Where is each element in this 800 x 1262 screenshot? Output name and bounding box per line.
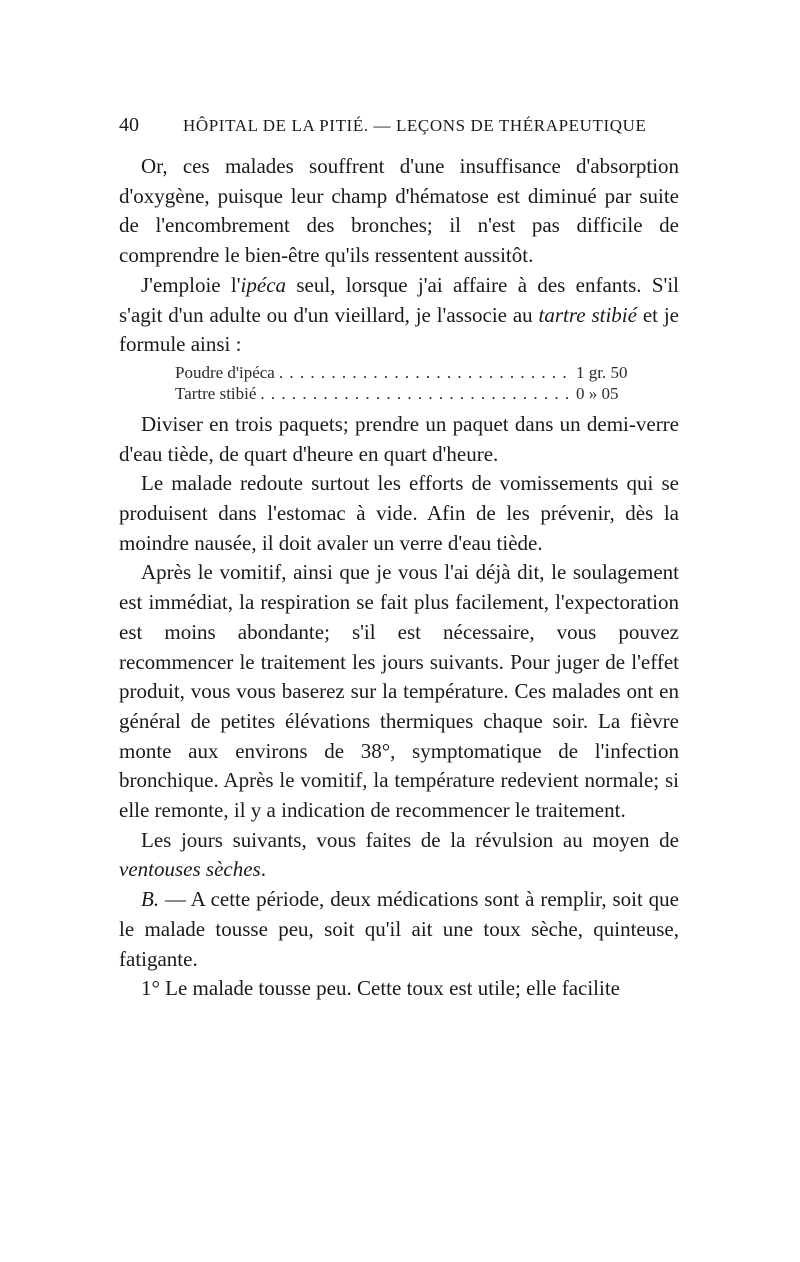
paragraph: Or, ces malades souffrent d'une insuffisance d'absorption d'oxygène, puisque leur champ d'hématose est diminué par suite de l'encombrement des bronches; il n'est pas difficile de comprendre le bien-être qu'ils ressentent aussitôt.: [119, 154, 679, 268]
paragraph: Après le vomitif, ainsi que je vous l'ai déjà dit, le soulagement est immédiat, la respiration se fait plus facilement, l'expectoration est moins abondante; s'il est nécessaire, vous pouvez recommencer le traitement les jours suivants. Pour juger de l'effet produit, vous vous baserez sur la température. Ces malades ont en général de petites élévations thermiques chaque soir. La fièvre monte aux environs de 38°, symptomatique de l'infection bronchique. Après le vomitif, la température redevient normale; si elle remonte, il y a indication de recommencer le traitement.: [119, 560, 679, 823]
ingredient-name: Poudre d'ipéca: [175, 362, 275, 382]
text-run: J'emploie l': [141, 272, 241, 297]
text-run: seul, lorsque j'ai affaire à des enfants. S'il s'agit d'un adulte ou d'un vieillard, je l'associe au: [119, 272, 679, 327]
text-run: Les jours suivants, vous faites de la révulsion au moyen de: [141, 827, 679, 852]
leader-dots: [279, 362, 572, 383]
paragraph: [119, 271, 679, 360]
text-run: .: [260, 857, 266, 882]
paragraph: [119, 826, 679, 885]
italic-term: ipéca: [240, 272, 287, 297]
prescription-row: [175, 362, 638, 383]
italic-term: tartre stibié: [538, 302, 637, 327]
ingredient-name: Tartre stibié: [175, 383, 257, 403]
running-title: HÔPITAL DE LA PITIÉ. — LEÇONS DE THÉRAPEUTIQUE: [183, 116, 647, 135]
paragraph: [119, 885, 679, 974]
paragraph: Le malade redoute surtout les efforts de vomissements qui se produisent dans l'estomac à vide. Afin de les prévenir, dès la moindre nausée, il doit avaler un verre d'eau tiède.: [119, 471, 679, 555]
prescription-formula: [175, 362, 638, 404]
paragraph: Diviser en trois paquets; prendre un paquet dans un demi-verre d'eau tiède, de quart d'heure en quart d'heure.: [119, 411, 679, 466]
body-text: [119, 152, 679, 1004]
paragraph: 1° Le malade tousse peu. Cette toux est utile; elle facilite: [141, 976, 620, 1001]
ingredient-dose: 0 » 05: [576, 383, 619, 403]
text-run: — A cette période, deux médications sont à remplir, soit que le malade tousse peu, soit qu'il ait une toux sèche, quinteuse, fatigante.: [119, 887, 679, 971]
page-number: 40: [119, 114, 139, 136]
text-run: et je formule ainsi :: [119, 302, 679, 357]
leader-dots: [260, 383, 572, 404]
ingredient-dose: 1 gr. 50: [576, 362, 628, 382]
section-label: B.: [141, 887, 160, 912]
italic-term: ventouses sèches: [119, 857, 261, 882]
prescription-row: [175, 383, 638, 404]
